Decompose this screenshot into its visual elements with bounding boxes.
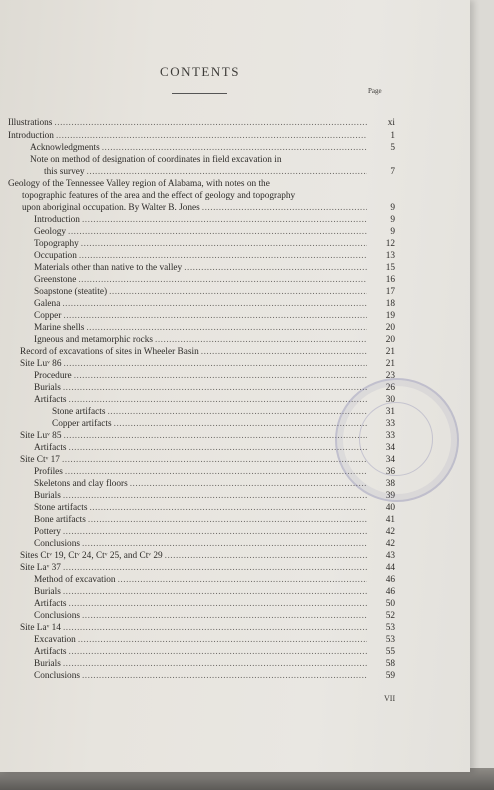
dot-leader	[63, 382, 367, 394]
toc-entry	[34, 478, 395, 490]
toc-entry	[8, 130, 395, 142]
toc-entry	[8, 178, 395, 190]
toc-entry-page: 55	[385, 647, 395, 657]
dot-leader	[62, 454, 367, 466]
toc-entry-page: 7	[390, 167, 395, 177]
toc-entry-page: 46	[385, 575, 395, 585]
toc-entry-label: Stone artifacts	[34, 503, 88, 513]
toc-entry-label: Pottery	[34, 527, 61, 537]
toc-entry-page: 53	[385, 635, 395, 645]
dot-leader	[63, 562, 367, 574]
toc-entry-label: Geology of the Tennessee Valley region of Alabama, with notes on the	[8, 179, 270, 189]
toc-entry-page: 44	[385, 563, 395, 573]
toc-entry	[22, 190, 395, 202]
toc-entry-label: Artifacts	[34, 395, 67, 405]
toc-entry-label: Burials	[34, 587, 61, 597]
dot-leader	[130, 478, 367, 490]
toc-entry	[30, 154, 395, 166]
toc-entry	[8, 117, 395, 129]
toc-entry-label: Introduction	[8, 131, 54, 141]
toc-entry	[44, 166, 395, 178]
toc-entry-label: Method of excavation	[34, 575, 116, 585]
toc-entry-page: 21	[385, 359, 395, 369]
toc-entry-label: Burials	[34, 659, 61, 669]
toc-entry	[34, 238, 395, 250]
toc-entry	[20, 622, 395, 634]
toc-entry-label: Site Laᵛ 14	[20, 623, 61, 633]
toc-entry-label: upon aboriginal occupation. By Walter B. Jones	[22, 203, 200, 213]
dot-leader	[63, 526, 367, 538]
toc-entry-label: Conclusions	[34, 611, 80, 621]
toc-entry-page: 52	[385, 611, 395, 621]
toc-entry-label: Topography	[34, 239, 79, 249]
toc-entry-page: 40	[385, 503, 395, 513]
toc-entry-label: Sites Ctᵛ 19, Ctᵛ 24, Ctᵛ 25, and Ctᵛ 29	[20, 551, 163, 561]
toc-entry-label: Procedure	[34, 371, 72, 381]
toc-entry-label: Galena	[34, 299, 61, 309]
dot-leader	[82, 538, 367, 550]
toc-entry-page: 18	[385, 299, 395, 309]
contents-heading: CONTENTS	[160, 64, 240, 79]
toc-entry-page: 41	[385, 515, 395, 525]
toc-entry-page: 23	[385, 371, 395, 381]
toc-entry-label: this survey	[44, 167, 85, 177]
toc-entry-page: 30	[385, 395, 395, 405]
dot-leader	[63, 430, 367, 442]
dot-leader	[63, 586, 367, 598]
toc-entry-label: Note on method of designation of coordinates in field excavation in	[30, 155, 282, 165]
toc-entry	[34, 394, 395, 406]
toc-entry-label: Excavation	[34, 635, 76, 645]
dot-leader	[202, 202, 367, 214]
toc-entry-label: Greenstone	[34, 275, 77, 285]
toc-entry	[20, 346, 395, 358]
dot-leader	[69, 598, 367, 610]
toc-entry-page: 46	[385, 587, 395, 597]
toc-entry-page: 31	[385, 407, 395, 417]
toc-entry-page: 42	[385, 527, 395, 537]
toc-entry-page: 9	[390, 203, 395, 213]
toc-entry	[34, 526, 395, 538]
toc-entry	[34, 250, 395, 262]
page-column-label: Page	[368, 87, 382, 95]
dot-leader	[87, 166, 367, 178]
toc-entry	[34, 262, 395, 274]
library-stamp	[335, 378, 459, 502]
dot-leader	[69, 394, 367, 406]
toc-entry-page: 16	[385, 275, 395, 285]
toc-entry-page: 39	[385, 491, 395, 501]
toc-entry-label: Artifacts	[34, 599, 67, 609]
toc-entry	[34, 670, 395, 682]
toc-entry-label: Acknowledgments	[30, 143, 100, 153]
toc-entry-page: 33	[385, 419, 395, 429]
toc-entry-label: Artifacts	[34, 443, 67, 453]
toc-entry-label: Materials other than native to the valley	[34, 263, 183, 273]
toc-entry-page: 12	[385, 239, 395, 249]
toc-entry	[34, 574, 395, 586]
dot-leader	[81, 238, 367, 250]
dot-leader	[114, 418, 367, 430]
dot-leader	[65, 466, 367, 478]
toc-entry-page: 38	[385, 479, 395, 489]
toc-entry	[34, 214, 395, 226]
dot-leader	[82, 610, 367, 622]
toc-entry-label: Copper	[34, 311, 62, 321]
toc-entry-page: 9	[390, 215, 395, 225]
toc-entry-page: 42	[385, 539, 395, 549]
toc-entry-label: Record of excavations of sites in Wheeler Basin	[20, 347, 199, 357]
toc-entry	[34, 370, 395, 382]
dot-leader	[78, 274, 367, 286]
toc-entry-page: 34	[385, 455, 395, 465]
toc-entry-label: Burials	[34, 491, 61, 501]
toc-entry-label: Illustrations	[8, 118, 53, 128]
dot-leader	[86, 322, 367, 334]
toc-entry	[34, 298, 395, 310]
dot-leader	[69, 646, 367, 658]
toc-entry	[34, 226, 395, 238]
dot-leader	[79, 250, 367, 262]
dot-leader	[82, 670, 367, 682]
toc-entry-label: Site Ctᵛ 17	[20, 455, 60, 465]
dot-leader	[118, 574, 367, 586]
toc-entry-label: Burials	[34, 383, 61, 393]
toc-entry	[34, 598, 395, 610]
toc-entry-page: 36	[385, 467, 395, 477]
dot-leader	[63, 310, 367, 322]
toc-entry-label: Conclusions	[34, 671, 80, 681]
toc-entry-label: Introduction	[34, 215, 80, 225]
toc-entry-label: Site Laᵛ 37	[20, 563, 61, 573]
toc-entry	[34, 490, 395, 502]
toc-entry	[34, 634, 395, 646]
toc-entry	[20, 358, 395, 370]
page-folio: VII	[384, 694, 396, 703]
toc-entry	[34, 334, 395, 346]
dot-leader	[201, 346, 367, 358]
dot-leader	[68, 226, 367, 238]
dot-leader	[102, 142, 367, 154]
toc-entry-page: 50	[385, 599, 395, 609]
toc-entry-label: Skeletons and clay floors	[34, 479, 128, 489]
toc-entry-label: Conclusions	[34, 539, 80, 549]
dot-leader	[54, 117, 367, 129]
toc-entry-label: Artifacts	[34, 647, 67, 657]
toc-entry-page: 9	[390, 227, 395, 237]
toc-entry-page: 59	[385, 671, 395, 681]
toc-entry-page: 26	[385, 383, 395, 393]
toc-entry	[34, 538, 395, 550]
toc-entry-page: 13	[385, 251, 395, 261]
dot-leader	[74, 370, 367, 382]
toc-entry	[34, 610, 395, 622]
toc-entry-label: Site Luᵛ 86	[20, 359, 62, 369]
dot-leader	[107, 406, 367, 418]
toc-entry-page: 1	[390, 131, 395, 141]
dot-leader	[82, 214, 367, 226]
toc-entry-page: 53	[385, 623, 395, 633]
dot-leader	[62, 298, 367, 310]
toc-entry-page: 58	[385, 659, 395, 669]
toc-entry-label: Copper artifacts	[52, 419, 112, 429]
dot-leader	[69, 442, 367, 454]
toc-entry-page: 5	[390, 143, 395, 153]
toc-entry-label: Stone artifacts	[52, 407, 106, 417]
toc-entry-page: xi	[387, 118, 395, 128]
toc-entry	[20, 550, 395, 562]
toc-entry	[34, 286, 395, 298]
toc-entry-label: Occupation	[34, 251, 77, 261]
dot-leader	[184, 262, 367, 274]
toc-entry-page: 21	[385, 347, 395, 357]
dot-leader	[88, 514, 367, 526]
library-stamp-inner-ring	[359, 402, 433, 476]
toc-entry	[34, 502, 395, 514]
toc-entry-label: Bone artifacts	[34, 515, 86, 525]
toc-entry-label: Marine shells	[34, 323, 85, 333]
toc-entry	[34, 658, 395, 670]
dot-leader	[63, 622, 367, 634]
dot-leader	[78, 634, 367, 646]
toc-entry	[34, 382, 395, 394]
toc-entry	[34, 310, 395, 322]
toc-entry	[20, 562, 395, 574]
dot-leader	[109, 286, 367, 298]
dot-leader	[63, 658, 367, 670]
toc-entry-label: Igneous and metamorphic rocks	[34, 335, 154, 345]
toc-entry	[34, 514, 395, 526]
toc-entry	[34, 646, 395, 658]
toc-entry-label: Geology	[34, 227, 67, 237]
toc-entry-page: 19	[385, 311, 395, 321]
toc-entry	[34, 322, 395, 334]
toc-entry-page: 33	[385, 431, 395, 441]
toc-entry	[30, 142, 395, 154]
toc-entry-label: Soapstone (steatite)	[34, 287, 108, 297]
toc-entry-page: 43	[385, 551, 395, 561]
dot-leader	[56, 130, 367, 142]
dot-leader	[63, 358, 367, 370]
toc-entry-label: topographic features of the area and the effect of geology and topography	[22, 191, 296, 201]
dot-leader	[63, 490, 367, 502]
dot-leader	[89, 502, 367, 514]
toc-entry-label: Site Luᵛ 85	[20, 431, 62, 441]
toc-entry-label: Profiles	[34, 467, 63, 477]
dot-leader	[155, 334, 367, 346]
toc-entry-page: 20	[385, 335, 395, 345]
toc-entry-page: 34	[385, 443, 395, 453]
toc-entry-page: 17	[385, 287, 395, 297]
toc-entry-page: 20	[385, 323, 395, 333]
toc-entry	[22, 202, 395, 214]
toc-entry-page: 15	[385, 263, 395, 273]
toc-entry	[34, 274, 395, 286]
toc-entry	[34, 586, 395, 598]
dot-leader	[165, 550, 367, 562]
